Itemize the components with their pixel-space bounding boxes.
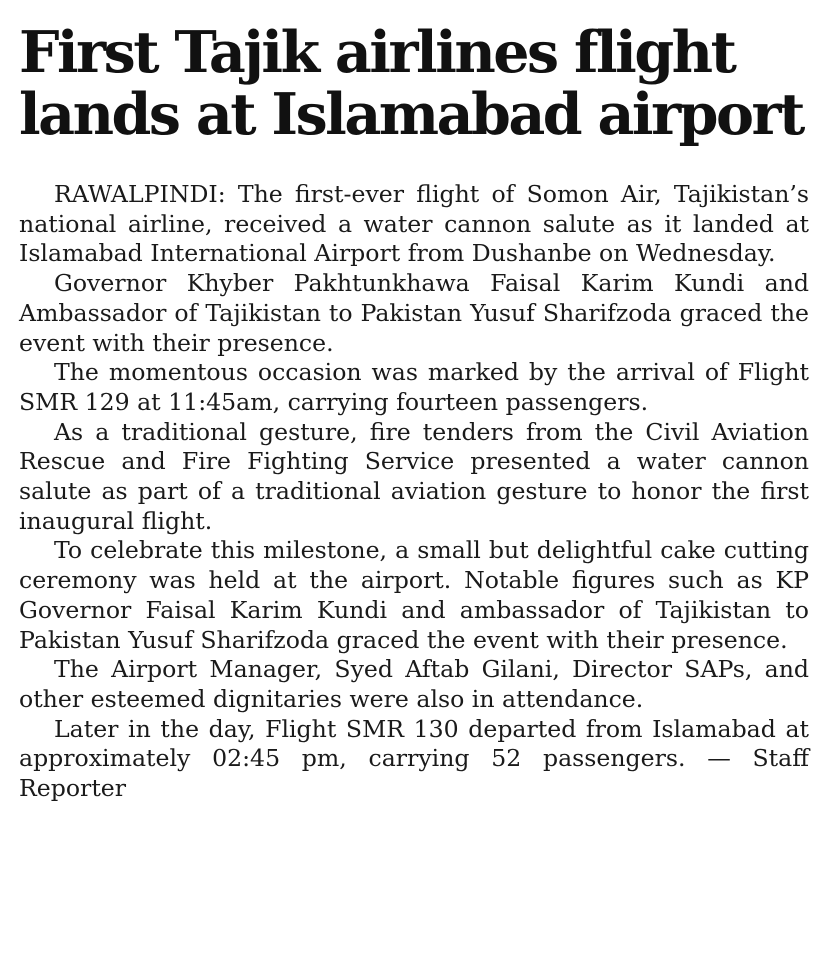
paragraph-attendance: The Airport Manager, Syed Aftab Gilani, Director SAPs, and other esteemed dignitaries were also in attendance.: [19, 655, 809, 713]
paragraph-water-salute: As a traditional gesture, fire tenders from the Civil Aviation Rescue and Fire Fighting Service presented a water cannon salute as part of a traditional aviation gesture to honor the first inaugural flight.: [19, 417, 809, 535]
paragraph-guests: Governor Khyber Pakhtunkhawa Faisal Karim Kundi and Ambassador of Tajikistan to Pakistan Yusuf Sharifzoda graced the event with their presence.: [19, 269, 809, 357]
paragraph-arrival: The momentous occasion was marked by the arrival of Flight SMR 129 at 11:45am, carrying fourteen passengers.: [19, 358, 809, 416]
paragraph-departure: Later in the day, Flight SMR 130 departed from Islamabad at approximately 02:45 pm, carrying 52 passengers. — Staff Reporter: [19, 714, 809, 803]
paragraph-cake-ceremony: To celebrate this milestone, a small but delightful cake cutting ceremony was held at the airport. Notable figures such as KP Governor Faisal Karim Kundi and ambassador of Tajikistan to Pakistan Yusuf Sharifzoda graced the event with their presence.: [19, 536, 809, 654]
headline: [19, 19, 809, 148]
article-body: [19, 180, 809, 804]
headline-line-2: lands at Islamabad airport: [19, 81, 803, 148]
paragraph-dateline: RAWALPINDI: The first-ever flight of Somon Air, Tajikistan’s national airline, received a water cannon salute as it landed at Islamabad International Airport from Dushanbe on Wednesday.: [19, 180, 809, 268]
headline-line-1: First Tajik airlines flight: [19, 19, 735, 86]
